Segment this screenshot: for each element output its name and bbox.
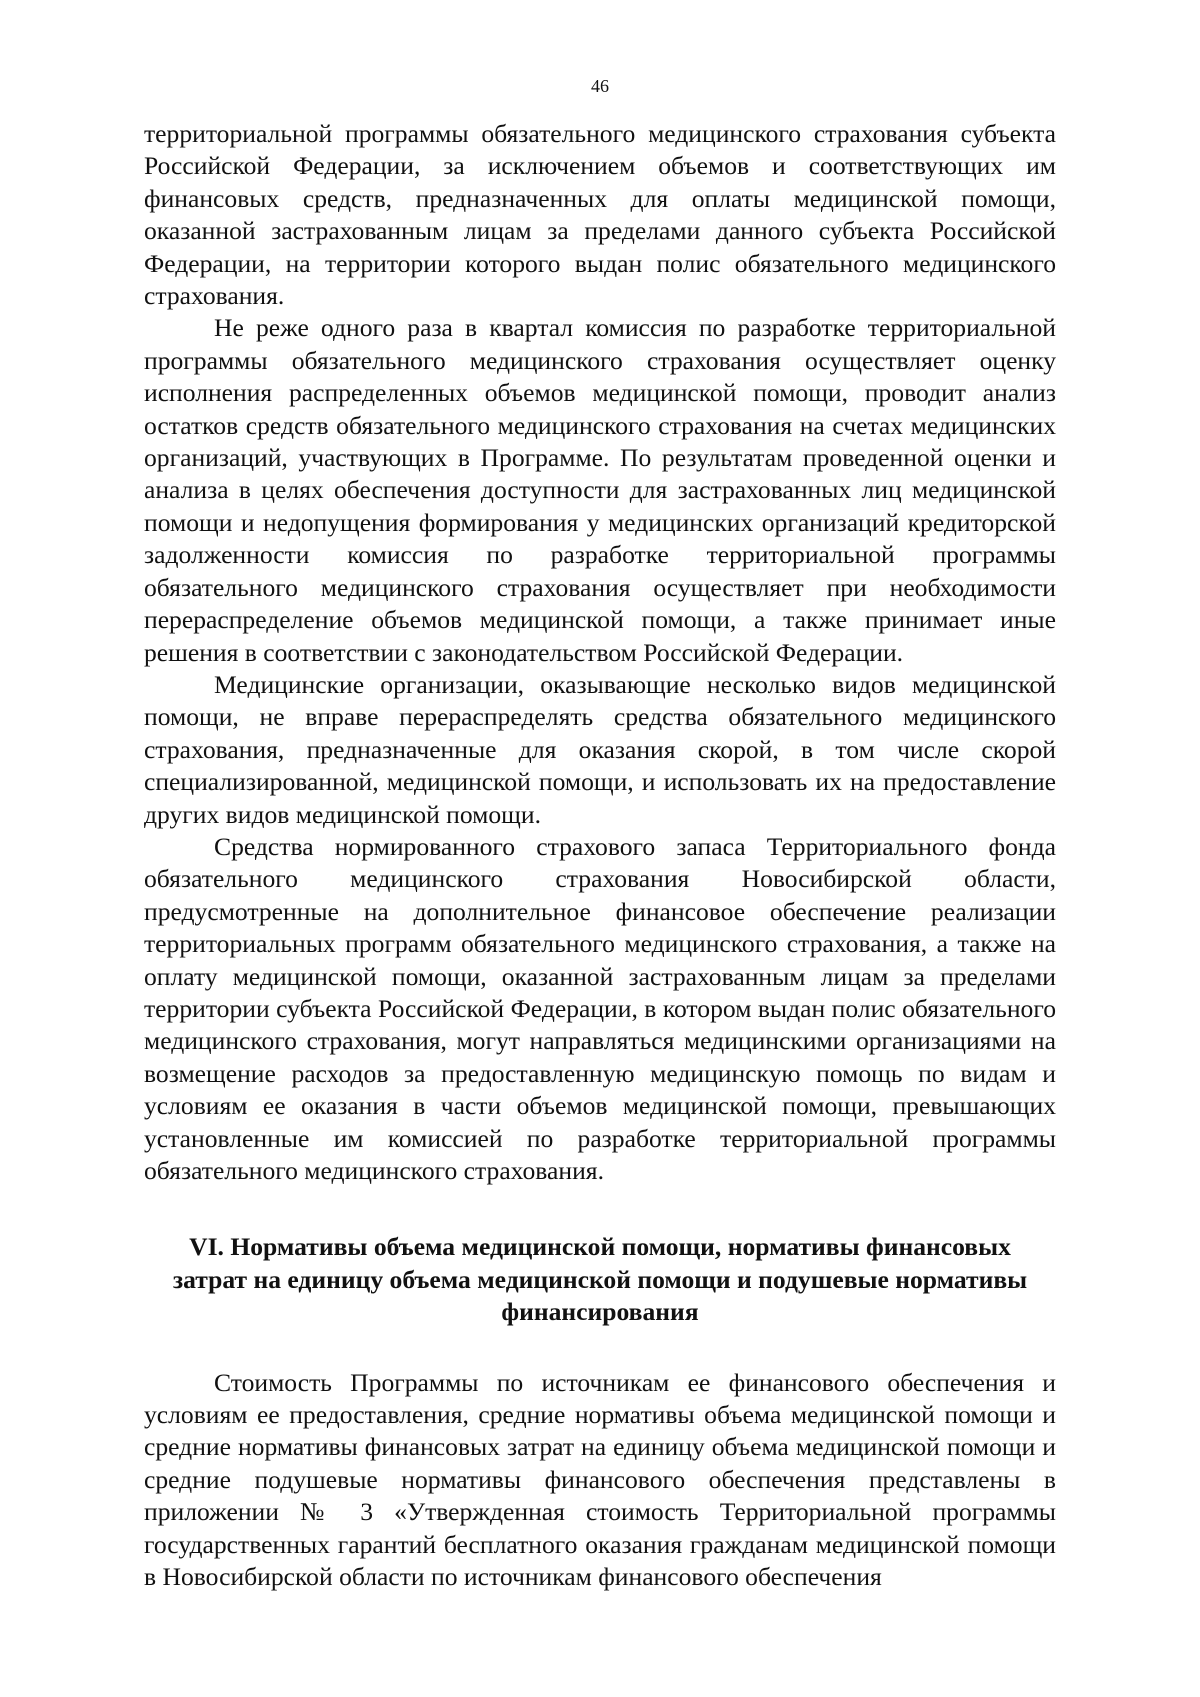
paragraph-program-cost: Стоимость Программы по источникам ее финансового обеспечения и условиям ее предоставления, средние нормативы объема медицинской помощи и средние нормативы финансовых затрат на единицу объема медицинской помощи и средние подушевые нормативы финансового обеспечения представлены в приложении № 3 «Утвержденная стоимость Территориальной программы государственных гарантий бесплатного оказания гражданам медицинской помощи в Новосибирской области по источникам финансового обеспечения xyxy=(144,1367,1056,1592)
paragraph-fund-redistribution: Медицинские организации, оказывающие несколько видов медицинской помощи, не вправе перераспределять средства обязательного медицинского страхования, предназначенные для оказания скорой, в том числе скорой специализированной, медицинской помощи, и использовать их на предоставление других видов медицинской помощи. xyxy=(144,669,1056,829)
document-body xyxy=(144,118,1056,1593)
paragraph-quarterly-review: Не реже одного раза в квартал комиссия по разработке территориальной программы обязательного медицинского страхования осуществляет оценку исполнения распределенных объемов медицинской помощи, проводит анализ остатков средств обязательного медицинского страхования на счетах медицинских организаций, участвующих в Программе. По результатам проведенной оценки и анализа в целях обеспечения доступности для застрахованных лиц медицинской помощи и недопущения формирования у медицинских организаций кредиторской задолженности комиссия по разработке территориальной программы обязательного медицинского страхования осуществляет при необходимости перераспределение объемов медицинской помощи, а также принимает иные решения в соответствии с законодательством Российской Федерации. xyxy=(144,313,1056,667)
paragraph-reserve-funds: Средства нормированного страхового запаса Территориального фонда обязательного медицинского страхования Новосибирской области, предусмотренные на дополнительное финансовое обеспечение реализации территориальных программ обязательного медицинского страхования, а также на оплату медицинской помощи, оказанной застрахованным лицам за пределами территории субъекта Российской Федерации, в котором выдан полис обязательного медицинского страхования, могут направляться медицинскими организациями на возмещение расходов за предоставленную медицинскую помощь по видам и условиям ее оказания в части объемов медицинской помощи, превышающих установленные им комиссией по разработке территориальной программы обязательного медицинского страхования. xyxy=(144,831,1056,1185)
paragraph-continuation: территориальной программы обязательного медицинского страхования субъекта Российской Федерации, за исключением объемов и соответствующих им финансовых средств, предназначенных для оплаты медицинской помощи, оказанной застрахованным лицам за пределами данного субъекта Российской Федерации, на территории которого выдан полис обязательного медицинского страхования. xyxy=(144,119,1056,311)
section-heading: VI. Нормативы объема медицинской помощи, нормативы финансовых затрат на единицу объема медицинской помощи и подушевые нормативы финансирования xyxy=(172,1232,1028,1327)
page-number: 46 xyxy=(591,76,609,96)
